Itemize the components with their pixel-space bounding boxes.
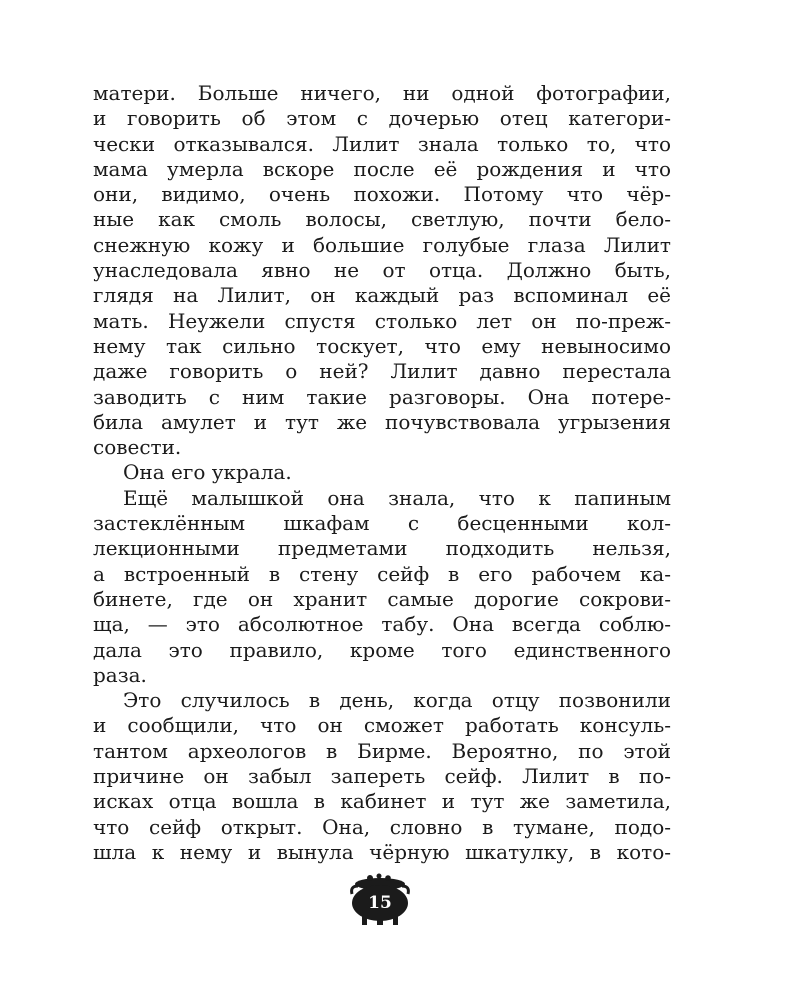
text-line: Ещё малышкой она знала, что к папиным xyxy=(123,485,671,510)
body-text xyxy=(93,81,671,865)
text-line: шла к нему и вынула чёрную шкатулку, в кото- xyxy=(93,839,671,864)
text-line: ща, — это абсолютное табу. Она всегда соблю- xyxy=(93,612,671,637)
text-line: застеклённым шкафам с бесценными кол- xyxy=(93,511,671,536)
text-line: снежную кожу и большие голубые глаза Лилит xyxy=(93,232,671,257)
text-line: дала это правило, кроме того единственного xyxy=(93,637,671,662)
text-line: раза. xyxy=(93,662,147,687)
page-number-badge xyxy=(346,872,414,928)
text-line: даже говорить о ней? Лилит давно перестала xyxy=(93,359,671,384)
text-line: а встроенный в стену сейф в его рабочем ка- xyxy=(93,561,671,586)
text-line: и сообщили, что он сможет работать консуль- xyxy=(93,713,671,738)
text-line: чески отказывался. Лилит знала только то, что xyxy=(93,131,671,156)
text-line: совести. xyxy=(93,435,182,460)
text-line: била амулет и тут же почувствовала угрызения xyxy=(93,409,671,434)
text-line: мама умерла вскоре после её рождения и что xyxy=(93,156,671,181)
text-line: исках отца вошла в кабинет и тут же заметила, xyxy=(93,789,671,814)
text-line: Она его украла. xyxy=(123,460,292,485)
text-line: лекционными предметами подходить нельзя, xyxy=(93,536,671,561)
text-line: мать. Неужели спустя столько лет он по-преж- xyxy=(93,308,671,333)
text-line: Это случилось в день, когда отцу позвонили xyxy=(123,688,671,713)
text-line: глядя на Лилит, он каждый раз вспоминал её xyxy=(93,283,671,308)
text-line: они, видимо, очень похожи. Потому что чёр- xyxy=(93,182,671,207)
text-line: ные как смоль волосы, светлую, почти бело- xyxy=(93,207,671,232)
page-number: 15 xyxy=(368,893,392,913)
text-line: что сейф открыт. Она, словно в тумане, подо- xyxy=(93,814,671,839)
text-line: заводить с ним такие разговоры. Она потере- xyxy=(93,384,671,409)
text-line: матери. Больше ничего, ни одной фотографии, xyxy=(93,81,671,105)
text-line: унаследовала явно не от отца. Должно быть, xyxy=(93,258,671,283)
text-line: причине он забыл запереть сейф. Лилит в по- xyxy=(93,764,671,789)
text-line: бинете, где он хранит самые дорогие сокрови- xyxy=(93,586,671,611)
text-line: тантом археологов в Бирме. Вероятно, по этой xyxy=(93,738,671,763)
text-line: нему так сильно тоскует, что ему невыносимо xyxy=(93,333,671,358)
text-line: и говорить об этом с дочерью отец категори- xyxy=(93,106,671,131)
